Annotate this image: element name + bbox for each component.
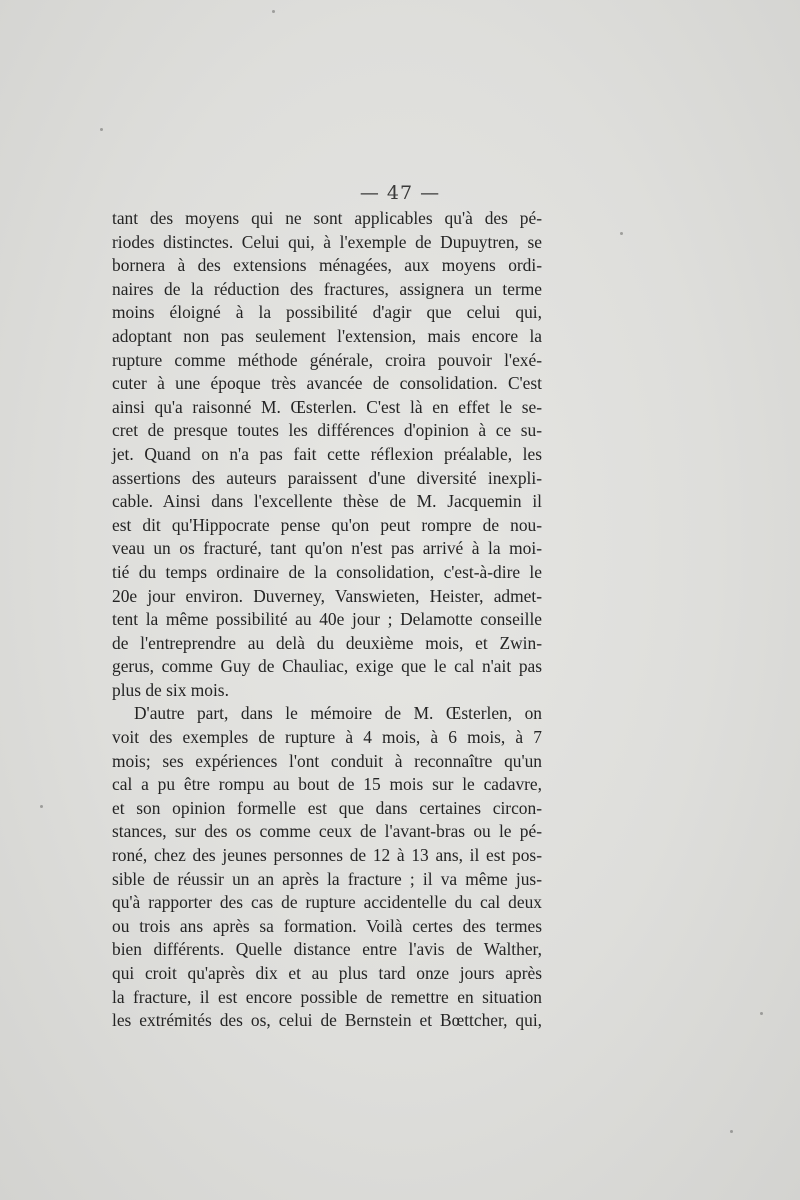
text-line: cuter à une époque très avancée de consolidation. C'est (112, 373, 542, 394)
text-line: moins éloigné à la possibilité d'agir que celui qui, (112, 302, 542, 323)
text-line: assertions des auteurs paraissent d'une diversité inexpli- (112, 467, 542, 488)
text-line: adoptant non pas seulement l'extension, mais encore la (112, 325, 542, 346)
text-line: cal a pu être rompu au bout de 15 mois sur le cadavre, (112, 774, 542, 795)
text-line: naires de la réduction des fractures, assignera un terme (112, 278, 542, 299)
text-line: de l'entreprendre au delà du deuxième mois, et Zwin- (112, 632, 542, 653)
text-line: roné, chez des jeunes personnes de 12 à 13 ans, il est pos- (112, 845, 542, 866)
text-line: D'autre part, dans le mémoire de M. Œsterlen, on (134, 703, 542, 724)
body-text (112, 207, 542, 1033)
text-line: cret de presque toutes les différences d'opinion à ce su- (112, 420, 542, 441)
text-line: qu'à rapporter des cas de rupture accidentelle du cal deux (112, 892, 542, 913)
text-line: ou trois ans après sa formation. Voilà certes des termes (112, 915, 542, 936)
page-number: — 47 — (359, 182, 441, 204)
text-line: la fracture, il est encore possible de remettre en situation (112, 986, 542, 1007)
text-line: tent la même possibilité au 40e jour ; Delamotte conseille (112, 609, 542, 630)
text-line: ainsi qu'a raisonné M. Œsterlen. C'est là en effet le se- (112, 396, 542, 417)
text-line: bornera à des extensions ménagées, aux moyens ordi- (112, 255, 542, 276)
text-line: tant des moyens qui ne sont applicables qu'à des pé- (112, 208, 542, 228)
paper-speck (620, 232, 623, 235)
text-line: voit des exemples de rupture à 4 mois, à 6 mois, à 7 (112, 727, 542, 748)
text-line: cable. Ainsi dans l'excellente thèse de M. Jacquemin il (112, 491, 542, 512)
text-line: 20e jour environ. Duverney, Vanswieten, Heister, admet- (112, 585, 542, 606)
text-line: mois; ses expériences l'ont conduit à reconnaître qu'un (112, 750, 542, 771)
text-line: plus de six mois. (112, 679, 229, 700)
text-line: bien différents. Quelle distance entre l'avis de Walther, (112, 939, 542, 960)
text-line: est dit qu'Hippocrate pense qu'on peut rompre de nou- (112, 514, 542, 535)
text-line: jet. Quand on n'a pas fait cette réflexion préalable, les (112, 443, 542, 464)
text-line: les extrémités des os, celui de Bernstein et Bœttcher, qui, (112, 1010, 542, 1031)
text-line: stances, sur des os comme ceux de l'avant-bras ou le pé- (112, 821, 542, 842)
text-line: tié du temps ordinaire de la consolidation, c'est-à-dire le (112, 561, 542, 582)
text-line: rupture comme méthode générale, croira pouvoir l'exé- (112, 349, 542, 370)
text-line: qui croit qu'après dix et au plus tard onze jours après (112, 963, 542, 983)
text-line: sible de réussir un an après la fracture ; il va même jus- (112, 868, 542, 889)
text-line: riodes distinctes. Celui qui, à l'exemple de Dupuytren, se (112, 231, 542, 252)
text-line: gerus, comme Guy de Chauliac, exige que le cal n'ait pas (112, 656, 542, 677)
paper-speck (760, 1012, 763, 1015)
paper-speck (730, 1130, 733, 1133)
text-line: et son opinion formelle est que dans certaines circon- (112, 797, 542, 818)
text-line: veau un os fracturé, tant qu'on n'est pas arrivé à la moi- (112, 538, 542, 559)
paper-speck (40, 805, 43, 808)
paper-speck (100, 128, 103, 131)
paper-speck (272, 10, 275, 13)
